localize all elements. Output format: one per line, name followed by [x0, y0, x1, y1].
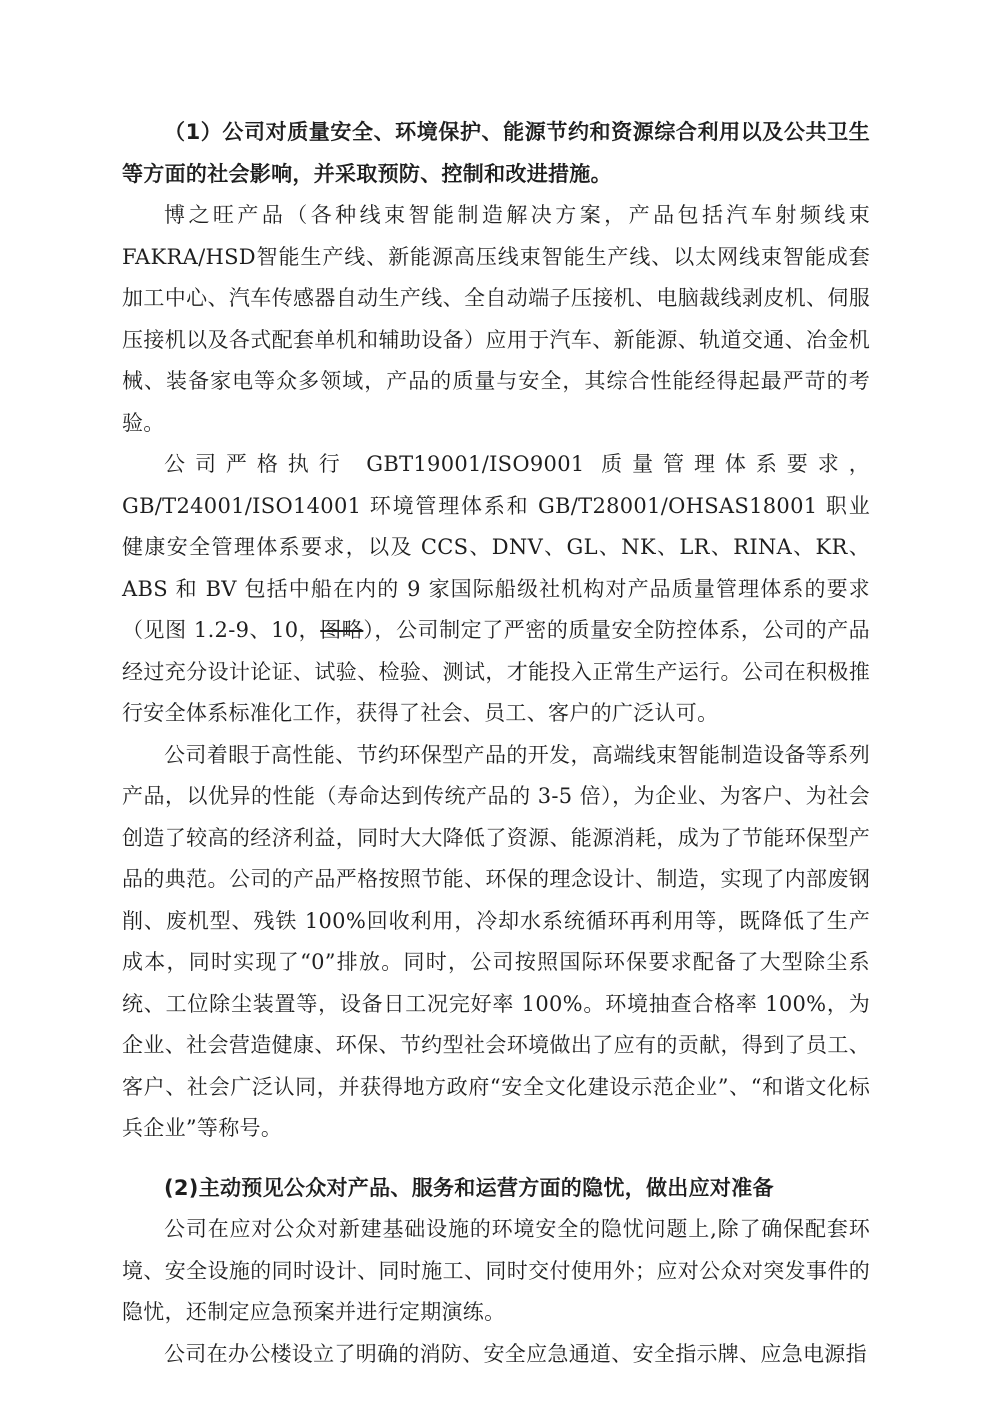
- text-run: ），公司制定了严密的质量安全防控体系，公司的产品经过充分设计论证、试验、检验、测试，才能投入正常生产运行。公司在积极推行安全体系标准化工作，获得了社会、员工、客户的广泛认可。: [122, 618, 870, 725]
- strikethrough-text: 图略: [320, 618, 364, 642]
- text-run: （1）公司对质量安全、环境保护、能源节约和资源综合利用以及公共卫生等方面的社会影响，并采取预防、控制和改进措施。: [122, 120, 870, 186]
- text-run: (2)主动预见公众对产品、服务和运营方面的隐忧，做出应对准备: [164, 1175, 774, 1200]
- paragraph: [122, 1334, 870, 1376]
- text-run: 公司严格执行 GBT19001/ISO9001 质量管理体系要求，GB/T24001/ISO14001 环境管理体系和 GB/T28001/OHSAS18001 职业健康安全管理体系要求，以及 CCS、DNV、GL、NK、LR、RINA、KR、ABS 和 BV 包括中船在内的 9 家国际船级社机构对产品质量管理体系的要求（见图 1.2-9、10，: [122, 452, 870, 642]
- paragraph: [122, 195, 870, 444]
- text-run: 公司在应对公众对新建基础设施的环境安全的隐忧问题上,除了确保配套环境、安全设施的同时设计、同时施工、同时交付使用外；应对公众对突发事件的隐忧，还制定应急预案并进行定期演练。: [122, 1217, 870, 1324]
- text-run: 博之旺产品（各种线束智能制造解决方案，产品包括汽车射频线束 FAKRA/HSD智能生产线、新能源高压线束智能生产线、以太网线束智能成套加工中心、汽车传感器自动生产线、全自动端子压接机、电脑裁线剥皮机、伺服压接机以及各式配套单机和辅助设备）应用于汽车、新能源、轨道交通、冶金机械、装备家电等众多领域，产品的质量与安全，其综合性能经得起最严苛的考验。: [122, 203, 870, 435]
- section-heading: [122, 112, 870, 195]
- text-run: 公司在办公楼设立了明确的消防、安全应急通道、安全指示牌、应急电源指: [164, 1341, 867, 1366]
- paragraph: [122, 444, 870, 735]
- section-heading: [122, 1168, 870, 1210]
- paragraph: [122, 1209, 870, 1334]
- text-run: 公司着眼于高性能、节约环保型产品的开发，高端线束智能制造设备等系列产品，以优异的性能（寿命达到传统产品的 3-5 倍），为企业、为客户、为社会创造了较高的经济利益，同时大大降低了资源、能源消耗，成为了节能环保型产品的典范。公司的产品严格按照节能、环保的理念设计、制造，实现了内部废钢削、废机型、残铁 100%回收利用，冷却水系统循环再利用等，既降低了生产成本，同时实现了“0”排放。同时，公司按照国际环保要求配备了大型除尘系统、工位除尘装置等，设备日工况完好率 100%。环境抽查合格率 100%，为企业、社会营造健康、环保、节约型社会环境做出了应有的贡献，得到了员工、客户、社会广泛认同，并获得地方政府“安全文化建设示范企业”、“和谐文化标兵企业”等称号。: [122, 742, 870, 1140]
- document-text-block: [122, 112, 870, 1375]
- paragraph: [122, 735, 870, 1150]
